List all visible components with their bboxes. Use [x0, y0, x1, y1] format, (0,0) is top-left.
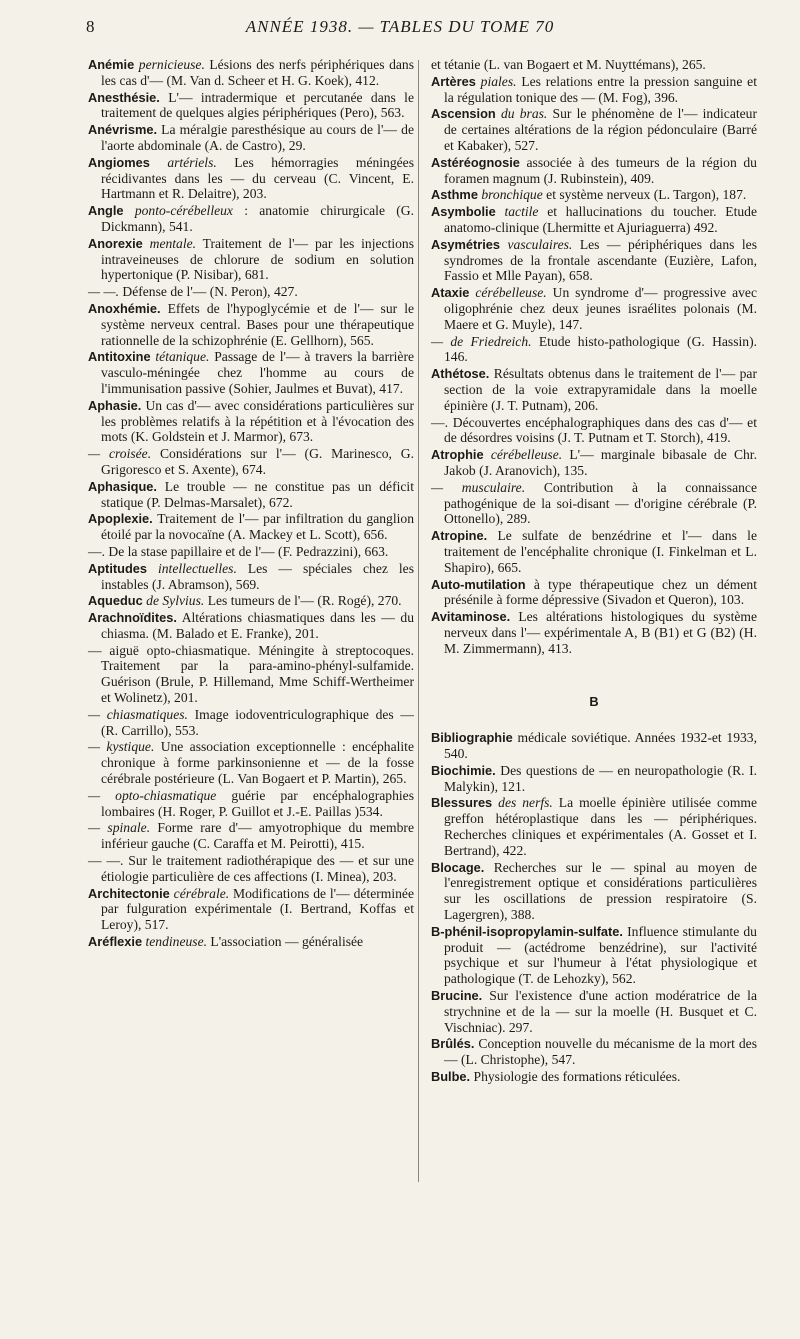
- entry-text: Image iodoventriculographique des — (R. Carrillo), 553.: [101, 706, 414, 738]
- entry-headword: Aptitudes: [88, 560, 148, 576]
- entry-text: Les tumeurs de l'— (R. Rogé), 270.: [204, 593, 402, 609]
- entry-text: Les relations entre la pression sanguine et la régulation tonique des — (M. Fog), 396.: [444, 73, 757, 105]
- entry-subject: des nerfs.: [498, 795, 553, 811]
- entry-subject: piales.: [480, 73, 517, 89]
- index-entry: [431, 528, 757, 575]
- entry-text: Défense de l'— (N. Peron), 427.: [118, 284, 298, 300]
- entry-text: Les — périphériques dans les syndromes de la frontale ascendante (Euzière, Lafon, Fassio et Mlle Payan), 658.: [444, 236, 757, 284]
- index-entry: [88, 511, 414, 543]
- entry-headword: Biochimie.: [431, 762, 496, 778]
- entry-headword: Antitoxine: [88, 349, 151, 365]
- entry-text: Une association exceptionnelle : encéphalite chronique à forme parkinsonienne et — de la fosse cérébrale postérieure (L. Van Bogaert et P. Martin), 265.: [101, 739, 414, 787]
- entry-headword: Anévrisme.: [88, 122, 157, 138]
- index-entry: [88, 122, 414, 154]
- entry-headword: Anorexie: [88, 235, 143, 251]
- entry-subject: — kystique.: [88, 739, 155, 755]
- entry-headword: Apoplexie.: [88, 511, 153, 527]
- index-entry: [431, 155, 757, 187]
- entry-text: L'— marginale bibasale de Chr. Jakob (J. Aranovich), 135.: [444, 447, 757, 478]
- entry-text: Les altérations histologiques du système nerveux dans l'— expérimentale A, B (B1) et G (B2) (H. M. Zimmermann), 413.: [444, 609, 757, 656]
- entry-headword: Astéréognosie: [431, 154, 520, 170]
- index-entry: [431, 204, 757, 236]
- entry-text: Le sulfate de benzédrine et l'— dans le traitement de l'encéphalite chronique (I. Finkelman et L. Shapiro), 665.: [444, 528, 757, 575]
- entry-headword: Aphasique.: [88, 478, 157, 494]
- entry-text: Etude histo-pathologique (G. Hassin). 146.: [444, 333, 757, 365]
- entry-headword: Atrophie: [431, 447, 484, 463]
- entry-subject: du bras.: [500, 106, 548, 122]
- index-entry: [88, 544, 414, 560]
- index-entry: [88, 820, 414, 852]
- entry-text: Physiologie des formations réticulées.: [473, 1069, 681, 1085]
- entry-headword: Ascension: [431, 106, 496, 122]
- entry-text: Influence stimulante du produit — (actédrome benzédrine), sur l'activité psychique et sur l'humeur à l'état physiologique et pathologique (T. de Lehozky), 562.: [444, 923, 757, 987]
- entry-text: associée à des tumeurs de la région du foramen magnum (J. Rubinstein), 409.: [444, 154, 757, 186]
- entry-text: Traitement de l'— par les injections intraveineuses de chlorure de sodium en solution hypertonique (P. Nisibar), 681.: [101, 235, 415, 283]
- entry-text: Passage de l'— à travers la barrière vasculo-méningée chez l'homme au cours de l'immunisation passive (Sohier, Jaulmes et Buvat), 417.: [101, 349, 414, 396]
- entry-text: La moelle épinière utilisée comme greffon hétéroplastique dans les — périphériques. Recherches cliniques et expérimentales (A. Gosset et I. Bertrand), 422.: [444, 795, 757, 858]
- index-entry: [88, 236, 414, 283]
- entry-text: Contribution à la connaissance pathogénique de la soi-disant — d'origine cérébrale (P. Ottonello), 289.: [444, 479, 757, 527]
- entry-text: Un syndrome d'— progressive avec oligophrénie chez deux jeunes israélites polonais (M. Maere et G. Muyle), 147.: [444, 285, 757, 332]
- entry-text: Le trouble — ne constitue pas un déficit statique (P. Delmas-Marsalet), 672.: [101, 478, 414, 510]
- index-entry: [431, 795, 757, 858]
- entry-subject: — —.: [88, 284, 119, 300]
- entry-text: Les hémorragies méningées récidivantes dans les — du cerveau (C. Vincent, E. Hartmann et R. Delaitre), 203.: [101, 154, 415, 202]
- entry-headword: Brucine.: [431, 988, 483, 1004]
- index-entry: [431, 106, 757, 153]
- entry-subject: — chiasmatiques.: [88, 706, 188, 722]
- entry-text: Des questions de — en neuropathologie (R. I. Malykin), 121.: [444, 762, 757, 794]
- entry-text: —. De la stase papillaire et de l'— (F. Pedrazzini), 663.: [88, 543, 389, 559]
- entry-headword: Ataxie: [431, 285, 470, 301]
- entry-subject: cérébrale.: [173, 885, 230, 901]
- index-entry: [431, 237, 757, 284]
- right-entries-a: [431, 57, 757, 656]
- entry-headword: Bulbe.: [431, 1069, 471, 1085]
- entry-text: Sur l'existence d'une action modératrice de la strychnine et de la — sur la moelle (H. Busquet et C. Vischniac). 297.: [444, 988, 757, 1035]
- index-entry: [88, 155, 414, 202]
- entry-headword: Anoxhémie.: [88, 300, 161, 316]
- entry-headword: Blessures: [431, 795, 493, 811]
- entry-text: L'association — généralisée: [207, 934, 364, 950]
- right-column: [431, 57, 757, 1086]
- index-entry: [431, 577, 757, 609]
- entry-text: Lésions des nerfs périphériques dans les cas d'— (M. Van d. Scheer et H. G. Koek), 412.: [101, 57, 414, 88]
- entry-headword: Avitaminose.: [431, 609, 511, 625]
- entry-text: —. Découvertes encéphalographiques dans des cas d'— et de désordres voisins (J. T. Putnam et T. Storch), 419.: [431, 414, 757, 446]
- entry-text: Recherches sur le — spinal au moyen de l'enregistrement optique et considérations particulières sur les oscillations de pression respiratoire (S. Lagergren), 388.: [444, 859, 757, 923]
- entry-headword: Arachnoïdites.: [88, 610, 177, 626]
- page-number: 8: [86, 17, 95, 36]
- index-entry: [88, 788, 414, 820]
- entry-text: Les — spéciales chez les instables (J. Abramson), 569.: [101, 560, 414, 592]
- entry-headword: Asymbolie: [431, 204, 496, 220]
- index-entry: [88, 90, 414, 122]
- section-letter-b: B: [589, 694, 599, 710]
- entry-subject: intellectuelles.: [157, 560, 237, 576]
- entry-subject: tétanique.: [155, 349, 210, 365]
- entry-subject: vasculaires.: [507, 236, 573, 252]
- entry-headword: Angiomes: [88, 154, 150, 170]
- entry-text: Conception nouvelle du mécanisme de la mort des — (L. Christophe), 547.: [444, 1036, 757, 1068]
- index-entry: [88, 446, 414, 478]
- entry-text: Effets de l'hypoglycémie et de l'— sur le système nerveux central. Bases pour une thérapeutique rationnelle de la schizophrénie (E. Gellhorn), 565.: [101, 300, 415, 348]
- entry-text: Sur le phénomène de l'— indicateur de certaines altérations de la région pédonculaire (Barré et Kabaker), 527.: [444, 106, 757, 153]
- entry-text: à type thérapeutique chez un dément présénile à forme dépressive (Sivadon et Queron), 103.: [444, 576, 757, 608]
- entry-text: L'— intradermique et percutanée dans le traitement de quelques algies périphériques (Pero), 563.: [101, 89, 414, 121]
- entry-subject: ponto-cérébelleux: [134, 203, 233, 219]
- entry-text: Traitement de l'— par infiltration du ganglion étoilé par la novocaïne (A. Mackey et L. Scott), 656.: [101, 511, 415, 543]
- entry-headword: Atropine.: [431, 528, 488, 544]
- entry-subject: — spinale.: [88, 820, 151, 836]
- entry-text: et système nerveux (L. Targon), 187.: [542, 187, 747, 203]
- index-entry: [88, 853, 414, 885]
- entry-text: guérie par encéphalographies lombaires (H. Roger, P. Guillot et J.-E. Paillas )534.: [101, 787, 415, 819]
- entry-headword: Blocage.: [431, 859, 485, 875]
- entry-subject: cérébelleuse.: [490, 447, 563, 463]
- entry-subject: de Sylvius.: [146, 593, 205, 609]
- entry-headword: Bibliographie: [431, 730, 513, 746]
- index-entry: [431, 730, 757, 762]
- index-entry: [88, 593, 414, 609]
- index-entry: [88, 610, 414, 642]
- entry-text: Résultats obtenus dans le traitement de l'— par section de la voie extrapyramidale dans la moelle épinière (J. T. Putnam), 206.: [444, 366, 757, 413]
- entry-headword: Angle: [88, 203, 124, 219]
- index-entry: [88, 707, 414, 739]
- index-entry: [88, 643, 414, 706]
- entry-text: Un cas d'— avec considérations particulières sur les problèmes relatifs à la répétition et à l'évocation des mots (K. Goldstein et J. Marmor), 673.: [101, 397, 414, 445]
- index-entry: [431, 988, 757, 1035]
- index-entry: [88, 934, 414, 950]
- entry-text: et hallucinations du toucher. Etude anatomo-clinique (Lhermitte et Ajuriaguerra) 492.: [444, 204, 757, 235]
- entry-text: : anatomie chirurgicale (G. Dickmann), 541.: [101, 203, 414, 234]
- entry-headword: Anémie: [88, 57, 135, 72]
- entry-text: La méralgie paresthésique au cours de l'— de l'aorte abdominale (A. de Castro), 29.: [101, 122, 414, 153]
- index-entry: [431, 1036, 757, 1068]
- index-entry: [88, 739, 414, 786]
- index-entry: [88, 284, 414, 300]
- index-entry: [431, 609, 757, 656]
- entry-subject: tactile: [504, 204, 539, 220]
- running-head: ANNÉE 1938. — TABLES DU TOME 70: [245, 17, 555, 36]
- index-entry: [431, 415, 757, 447]
- index-entry: [431, 480, 757, 527]
- entry-headword: Anesthésie.: [88, 89, 160, 105]
- index-entry: [88, 349, 414, 396]
- index-entry: [88, 203, 414, 235]
- index-entry: [88, 561, 414, 593]
- index-entry: [431, 57, 757, 73]
- index-entry: [431, 74, 757, 106]
- entry-subject: artériels.: [167, 154, 217, 170]
- entry-subject: tendineuse.: [145, 934, 207, 950]
- entry-subject: bronchique: [481, 187, 543, 203]
- index-entry: [431, 763, 757, 795]
- index-entry: [431, 187, 757, 203]
- entry-subject: — de Friedreich.: [431, 333, 532, 349]
- entry-headword: Aréflexie: [88, 934, 143, 950]
- entry-text: — —. Sur le traitement radiothérapique des — et sur une étiologie particulière de ces affections (I. Minea), 203.: [88, 853, 414, 884]
- entry-headword: Aqueduc: [88, 593, 143, 609]
- entry-headword: Artères: [431, 73, 476, 89]
- column-divider: [418, 60, 419, 1182]
- entry-text: et tétanie (L. van Bogaert et M. Nuyttémans), 265.: [431, 57, 706, 72]
- entry-headword: Asymétries: [431, 236, 501, 252]
- entry-text: — aiguë opto-chiasmatique. Méningite à streptocoques. Traitement par la para-amino-phényl-sulfamide. Guérison (Brule, P. Hillemand, Mme Schiff-Wertheimer et Wolinetz), 201.: [88, 642, 414, 706]
- left-column: [88, 57, 414, 951]
- index-entry: [431, 285, 757, 332]
- entry-text: médicale soviétique. Années 1932-et 1933, 540.: [444, 730, 757, 762]
- entry-subject: — croisée.: [88, 446, 152, 462]
- entry-subject: cérébelleuse.: [475, 285, 547, 301]
- index-entry: [431, 366, 757, 413]
- entry-subject: pernicieuse.: [138, 57, 205, 72]
- entry-subject: mentale.: [149, 235, 197, 251]
- index-entry: [88, 479, 414, 511]
- index-entry: [431, 334, 757, 366]
- entry-text: Modifications de l'— déterminée par fulguration expérimentale (I. Bertrand, Koffas et Leroy), 517.: [101, 885, 414, 933]
- entry-headword: B-phénil-isopropylamin-sulfate.: [431, 923, 623, 939]
- entry-text: Forme rare d'— amyotrophique du membre inférieur gauche (C. Caraffa et M. Peirotti), 415.: [101, 820, 414, 852]
- index-entry: [431, 447, 757, 479]
- entry-headword: Architectonie: [88, 885, 170, 901]
- entry-subject: — musculaire.: [431, 479, 526, 495]
- right-entries-b: [431, 730, 757, 1085]
- entry-headword: Auto-mutilation: [431, 576, 526, 592]
- entry-headword: Athétose.: [431, 366, 490, 382]
- index-entry: [88, 57, 414, 89]
- index-entry: [88, 398, 414, 445]
- entry-text: Altérations chiasmatiques dans les — du chiasma. (M. Balado et E. Franke), 201.: [101, 610, 414, 641]
- index-entry: [88, 301, 414, 348]
- index-entry: [431, 1069, 757, 1085]
- entry-text: Considérations sur l'— (G. Marinesco, G. Grigoresco et S. Axente), 674.: [101, 446, 414, 477]
- index-entry: [88, 886, 414, 933]
- entry-headword: Brûlés.: [431, 1036, 475, 1052]
- index-entry: [431, 924, 757, 987]
- entry-headword: Asthme: [431, 187, 478, 203]
- index-entry: [431, 860, 757, 923]
- entry-subject: — opto-chiasmatique: [88, 787, 217, 803]
- entry-headword: Aphasie.: [88, 397, 142, 413]
